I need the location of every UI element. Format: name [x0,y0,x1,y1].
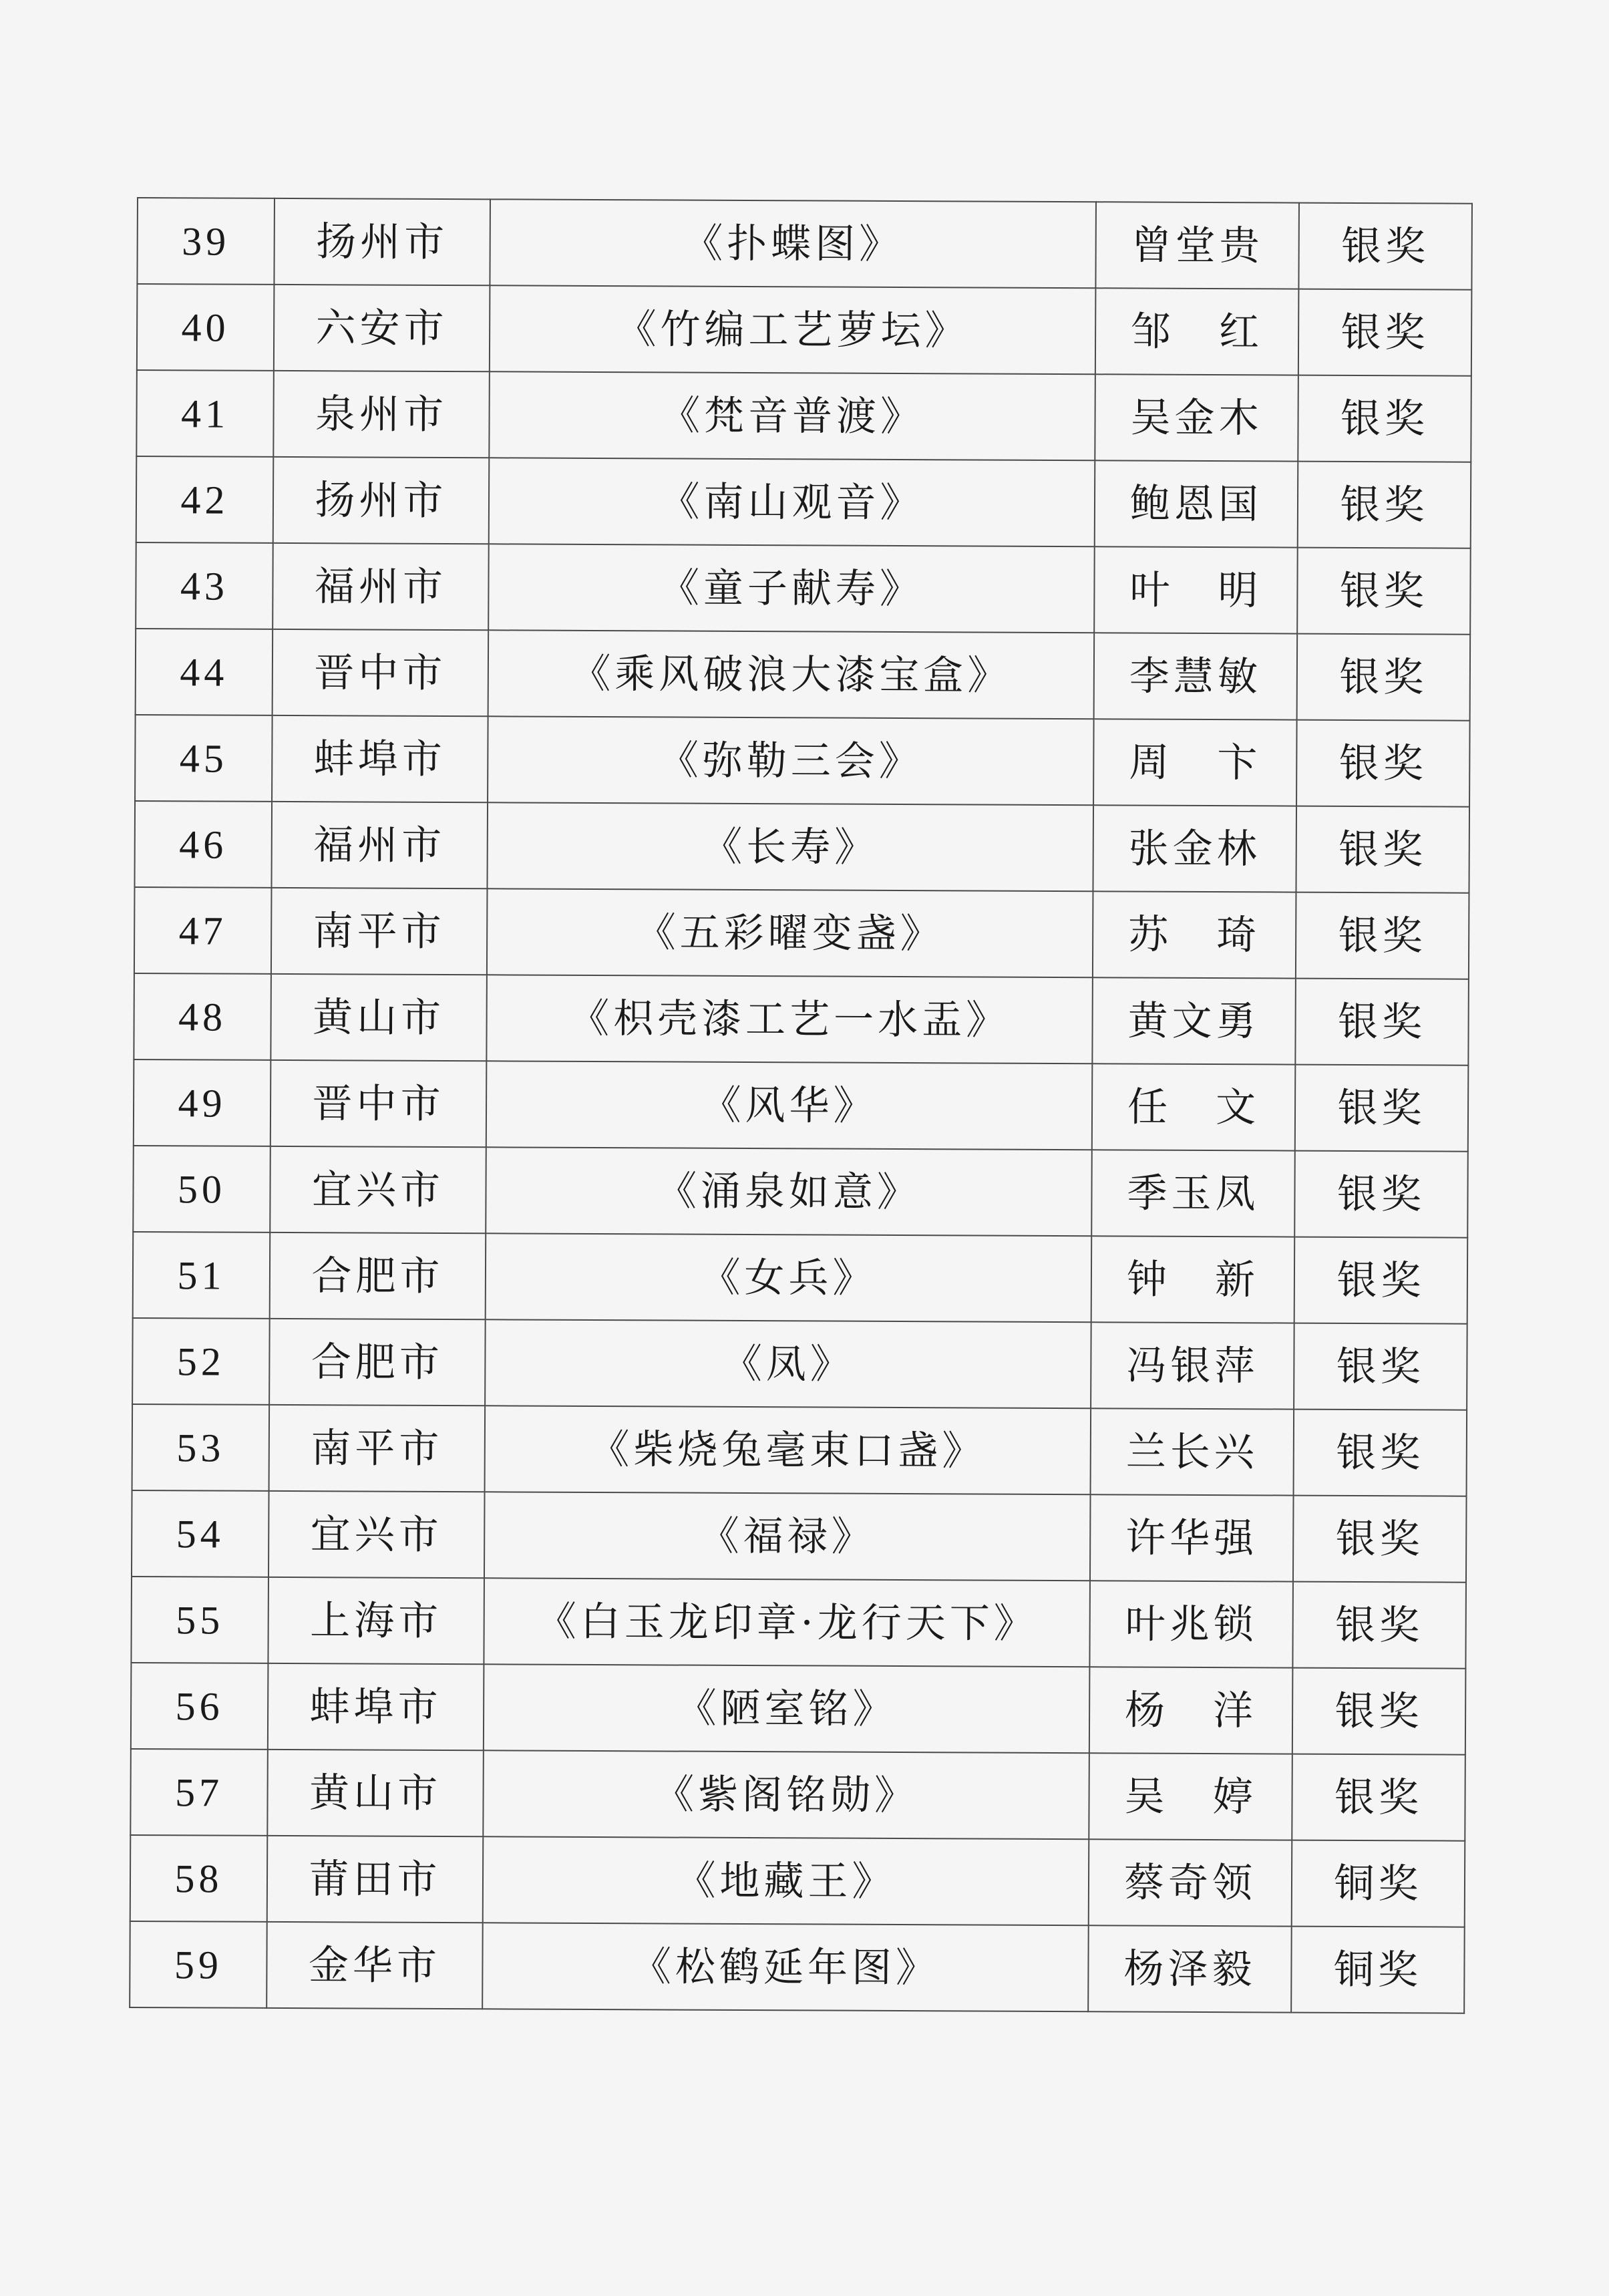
city-cell: 宜兴市 [270,1146,486,1233]
row-number: 45 [135,715,273,802]
row-number: 39 [137,198,275,285]
award-cell: 银奖 [1298,289,1472,376]
author-cell: 黄文勇 [1092,977,1296,1064]
city-cell: 六安市 [274,285,490,371]
table-row [135,715,1470,807]
author-cell: 钟 新 [1091,1236,1295,1323]
work-title-cell: 《风华》 [486,1061,1093,1150]
table-row [134,801,1469,893]
work-title-cell: 《地藏王》 [483,1836,1089,1925]
row-number: 46 [134,801,272,888]
table-row [130,1835,1465,1927]
author-cell: 兰长兴 [1091,1408,1294,1495]
table-row [134,887,1469,979]
award-cell: 银奖 [1294,1323,1467,1410]
author-cell: 张金林 [1093,805,1296,892]
award-cell: 银奖 [1292,1668,1466,1755]
city-cell: 福州市 [273,543,489,630]
awards-table [129,197,1473,2014]
work-title-cell: 《福禄》 [484,1492,1091,1581]
award-cell: 银奖 [1296,720,1470,807]
table-row [136,629,1471,721]
work-title-cell: 《女兵》 [486,1233,1092,1322]
work-title-cell: 《白玉龙印章·龙行天下》 [484,1578,1090,1667]
table-row [131,1577,1466,1669]
award-cell: 银奖 [1292,1754,1465,1841]
table-row [136,456,1471,548]
row-number: 58 [130,1835,268,1922]
author-cell: 许华强 [1090,1494,1294,1581]
author-cell: 蔡奇领 [1089,1839,1292,1926]
table-row [137,284,1472,376]
author-cell: 冯银萍 [1091,1322,1294,1409]
city-cell: 晋中市 [271,1060,487,1147]
author-cell: 周 卞 [1093,719,1297,806]
author-cell: 曾堂贵 [1095,202,1299,289]
row-number: 53 [132,1404,270,1491]
row-number: 49 [134,1059,271,1146]
table-row [131,1663,1466,1755]
work-title-cell: 《竹编工艺萝坛》 [490,285,1096,374]
row-number: 57 [130,1749,268,1836]
work-title-cell: 《柴烧兔毫束口盏》 [485,1406,1091,1494]
work-title-cell: 《紫阁铭勋》 [483,1750,1089,1839]
work-title-cell: 《扑蝶图》 [490,199,1096,288]
work-title-cell: 《弥勒三会》 [488,716,1094,805]
city-cell: 扬州市 [274,198,490,285]
city-cell: 上海市 [268,1577,484,1664]
author-cell: 鲍恩国 [1095,460,1298,547]
work-title-cell: 《乘风破浪大漆宝盒》 [488,630,1095,719]
work-title-cell: 《枳壳漆工艺一水盂》 [486,975,1093,1063]
award-cell: 银奖 [1296,892,1469,979]
table-row [132,1490,1467,1583]
city-cell: 扬州市 [273,457,490,544]
author-cell: 李慧敏 [1094,633,1298,719]
award-cell: 铜奖 [1292,1840,1465,1927]
city-cell: 合肥市 [269,1319,486,1406]
award-cell: 银奖 [1297,548,1471,635]
city-cell: 蚌埠市 [272,715,488,802]
award-cell: 铜奖 [1291,1927,1465,2013]
author-cell: 任 文 [1092,1063,1296,1150]
award-cell: 银奖 [1298,462,1471,548]
work-title-cell: 《凤》 [485,1319,1091,1408]
award-cell: 银奖 [1295,1065,1469,1152]
table-row [133,1232,1468,1324]
author-cell: 叶 明 [1094,546,1298,633]
row-number: 40 [137,284,275,371]
work-title-cell: 《梵音普渡》 [489,371,1095,460]
author-cell: 吴 婷 [1089,1753,1292,1840]
award-cell: 银奖 [1294,1410,1467,1496]
author-cell: 苏 琦 [1093,891,1296,978]
city-cell: 南平市 [271,888,488,975]
row-number: 52 [132,1318,270,1405]
row-number: 50 [133,1146,271,1233]
city-cell: 福州市 [271,802,488,888]
work-title-cell: 《童子献寿》 [488,544,1095,633]
author-cell: 杨 洋 [1089,1667,1293,1754]
city-cell: 宜兴市 [269,1491,485,1578]
row-number: 51 [133,1232,271,1319]
row-number: 48 [134,973,271,1060]
award-cell: 银奖 [1296,806,1469,893]
table-row [132,1404,1467,1496]
work-title-cell: 《松鹤延年图》 [482,1923,1089,2011]
author-cell: 邹 红 [1095,288,1299,375]
city-cell: 晋中市 [273,629,489,716]
award-cell: 银奖 [1295,979,1469,1065]
author-cell: 叶兆锁 [1089,1581,1293,1667]
city-cell: 蚌埠市 [268,1663,484,1750]
table-row [136,370,1471,462]
row-number: 41 [136,370,274,457]
award-cell: 银奖 [1294,1151,1468,1238]
city-cell: 黄山市 [267,1750,484,1836]
award-cell: 银奖 [1294,1237,1468,1324]
award-cell: 银奖 [1297,634,1471,721]
work-title-cell: 《五彩曜变盏》 [487,888,1093,977]
row-number: 44 [136,629,273,715]
table-row [130,1921,1465,2013]
row-number: 47 [134,887,272,974]
table-row [134,1059,1469,1152]
work-title-cell: 《陋室铭》 [484,1664,1090,1753]
table-row [136,542,1471,635]
row-number: 42 [136,456,274,543]
city-cell: 泉州市 [273,371,490,458]
awards-table-body [130,198,1472,2013]
table-row [134,973,1469,1065]
work-title-cell: 《长寿》 [487,802,1093,891]
row-number: 43 [136,542,273,629]
city-cell: 黄山市 [271,974,487,1061]
city-cell: 莆田市 [267,1836,484,1923]
row-number: 55 [131,1577,269,1663]
author-cell: 吴金木 [1095,374,1298,461]
table-row [133,1146,1468,1238]
city-cell: 合肥市 [270,1233,486,1319]
row-number: 54 [132,1490,269,1577]
work-title-cell: 《南山观音》 [489,458,1095,546]
table-row [132,1318,1467,1410]
award-cell: 银奖 [1293,1496,1467,1583]
work-title-cell: 《涌泉如意》 [486,1147,1092,1236]
award-cell: 银奖 [1298,203,1472,290]
row-number: 56 [131,1663,269,1750]
city-cell: 南平市 [269,1405,486,1492]
city-cell: 金华市 [266,1922,483,2009]
table-row [137,198,1472,290]
author-cell: 杨泽毅 [1088,1925,1292,2012]
row-number: 59 [130,1921,267,2008]
table-row [130,1749,1465,1841]
author-cell: 季玉凤 [1091,1150,1295,1237]
award-cell: 银奖 [1292,1582,1466,1669]
award-cell: 银奖 [1298,375,1471,462]
